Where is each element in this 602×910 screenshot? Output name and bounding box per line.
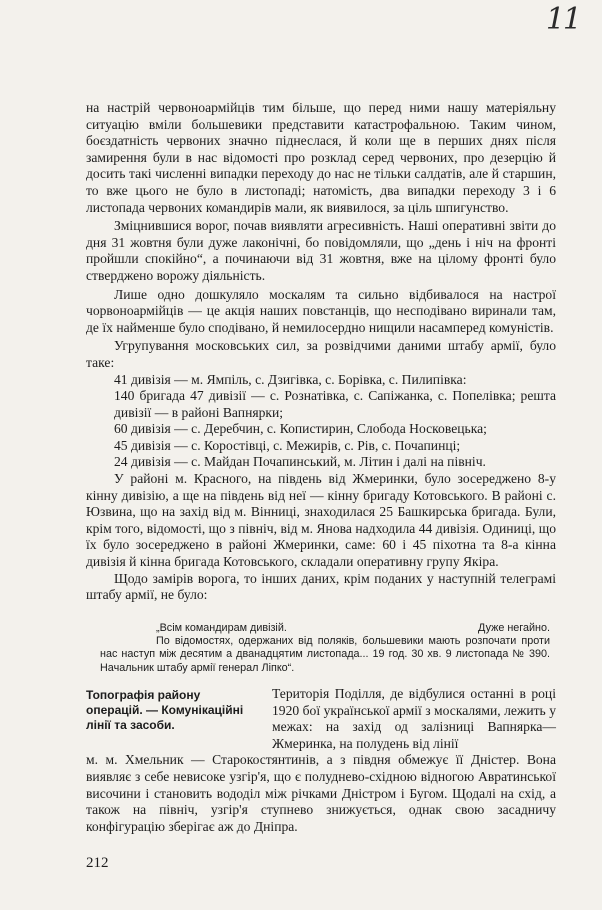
paragraph: Лише одно дошкуляло москалям та сильно відбивалося на настрої чорвоноармійців — це акція наших повстанців, що несподівано виринали там, де їх найменше було сподівано, й немилосердно нищили насамперед комуністів. (86, 286, 556, 335)
list-item: 60 дивізія — с. Деребчин, с. Копистирин, Слобода Носковецька; (114, 421, 487, 437)
list-item: 41 дивізія — м. Ямпіль, с. Дзигівка, с. Борівка, с. Пилипівка: (114, 371, 467, 387)
main-text (86, 100, 556, 604)
page-number: 212 (86, 855, 109, 871)
paragraph: Щодо замірів ворога, то інших даних, крім поданих у наступній телеграмі штабу армії, не було: (86, 570, 556, 603)
section-text (86, 686, 556, 835)
paragraph: Угрупування московських сил, за розвідчими даними штабу армії, було таке: (86, 338, 556, 370)
telegram-address: „Всім командирам дивізій. (156, 622, 287, 634)
list-item: 45 дивізія — с. Коростівці, с. Межирів, с. Рів, с. Почапинці; (114, 437, 461, 453)
section-heading: Топографія району операцій. — Комунікаційні лінії та засоби. (86, 688, 244, 732)
paragraph: Зміцнившися ворог, почав виявляти агресивність. Наші оперативні звіти до дня 31 жовтня були дуже лаконічні, бо повідомляли, що „день і ніч на фронті пройшли спокійно“, а починаючи від 31 жовтня, вже на цілому фронті було стверджено ворожу діяльність. (86, 218, 556, 283)
list-item: 24 дивізія — с. Майдан Почапинський, м. Літин і далі на північ. (114, 454, 486, 470)
handwritten-page-number: 11 (545, 2, 580, 37)
list-item: 140 бригада 47 дивізії — с. Рознатівка, с. Сапіжанка, с. Попелівка; решта дивізії — в районі Вапнярки; (114, 388, 556, 420)
paragraph: м. м. Хмельник — Старокостянтинів, а з півдня обмежує її Дністер. Вона виявляє з себе невисоке узгір'я, що є полуднево-східною відногою Авратинської височини і становить вододіл між річками Дністром і Бугом. Щодалі на схід, а також на північ, узгір'я ступнево знижується, однак свою засадничу конфігурацію зберігає аж до Дніпра. (86, 752, 556, 834)
telegram-urgency: Дуже негайно. (478, 622, 550, 634)
paragraph: Територія Поділля, де відбулися останні в році 1920 бої української армії з москалями, лежить у межах: на захід од залізниці Вапнярка—Жмеринка, на полудень від лінії (272, 686, 556, 751)
telegram-text: По відомостях, одержаних від поляків, большевики мають розпочати проти нас наступ між десятим а дванадцятим листопада... 19 год. 30 хв. 9 листопада № 390. Начальник штабу армії генерал Ліпко“. (100, 635, 550, 674)
paragraph: У районі м. Красного, на південь від Жмеринки, було зосереджено 8-у кінну дивізію, а ще на південь від неї — кінну бригаду Котовського. В районі с. Юзвина, що на захід від м. Вінниці, знаходилася 25 Башкирська бригада. Були, крім того, відомості, що з північ, від м. Янова надходила 44 дивізія. Одиниці, що їх було зосереджено в районі Жмеринки, саме: 60 і 45 піхотна та 8-а кінна дивізія й кінна бригада Котовського, складали оперативну групу Якіра. (86, 471, 556, 570)
paragraph: на настрій червоноармійців тим більше, що перед ними нашу матеріяльну ситуацію вміли большевики представити катастрофальною. Таким чином, боєздатність червоних значно піднеслася, й коли ще в перших днях після замирення були в нас відомості про розклад серед червоних, про дезерцію й досить такі численні випадки переходу до нас не тільки салдатів, але й старшин, то вже цього не було в листопаді; натомість, два випадки переходу 3 і 6 листопада червоних командирів мали, як виявилося, за ціль шпигунство. (86, 100, 556, 215)
telegram-quote (100, 622, 550, 675)
forces-list (86, 372, 556, 472)
